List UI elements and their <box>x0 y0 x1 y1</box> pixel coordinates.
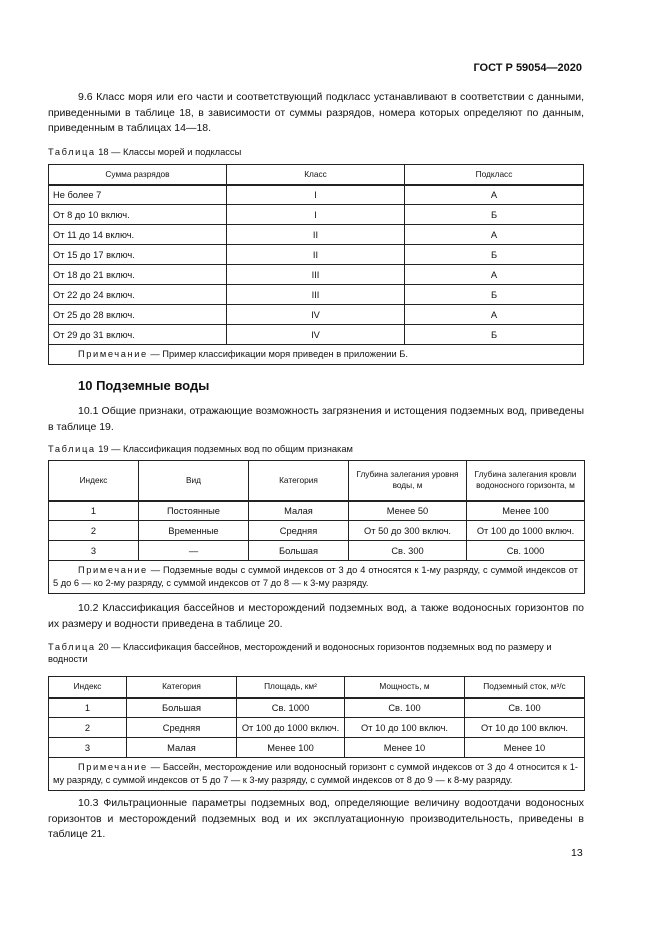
table-20-caption-label: Таблица <box>48 642 96 652</box>
table-cell: От 29 до 31 включ. <box>49 325 227 345</box>
note-label: Примечание <box>78 349 148 359</box>
table-cell: От 18 до 21 включ. <box>49 265 227 285</box>
paragraph-10-2: 10.2 Классификация бассейнов и месторождений подземных вод, а также водоносных горизонтов по их размеру и водности приведена в таблице 20. <box>48 602 584 630</box>
table-cell: II <box>227 245 405 265</box>
table-18 <box>48 164 584 365</box>
table-18-caption <box>48 146 588 158</box>
table-cell: Св. 1000 <box>237 698 345 718</box>
table-row <box>49 305 584 325</box>
table-18-note <box>49 345 584 365</box>
table-cell: Малая <box>249 501 349 521</box>
table-row <box>49 285 584 305</box>
table-20-header-row <box>49 677 585 698</box>
table-19-caption-text: 19 — Классификация подземных вод по общим признакам <box>98 444 353 454</box>
table-19 <box>48 460 585 594</box>
table-19-header-row <box>49 461 585 501</box>
table-cell: 3 <box>49 541 139 561</box>
paragraph-10-3: 10.3 Фильтрационные параметры подземных вод, определяющие величину водоотдачи водоносных горизонтов и месторождений подземных вод и их эксплуатационную производительность, приведены в таблице 21. <box>48 797 584 840</box>
table-cell: Малая <box>127 738 237 758</box>
table-20-header-cell: Подземный сток, м³/с <box>465 677 585 698</box>
table-cell: Св. 300 <box>349 541 467 561</box>
table-row <box>49 225 584 245</box>
table-cell: Менее 10 <box>465 738 585 758</box>
table-19-header-cell: Глубина залегания уровня воды, м <box>349 461 467 501</box>
table-row <box>49 738 585 758</box>
table-cell: Б <box>405 205 584 225</box>
table-row <box>49 245 584 265</box>
table-cell: Менее 10 <box>345 738 465 758</box>
table-19-header-cell: Вид <box>139 461 249 501</box>
table-cell: От 22 до 24 включ. <box>49 285 227 305</box>
table-19-header-cell: Глубина залегания кровли водоносного горизонта, м <box>467 461 585 501</box>
table-cell: III <box>227 265 405 285</box>
table-cell: IV <box>227 325 405 345</box>
table-19-note-row <box>49 561 585 594</box>
table-18-header-cell: Класс <box>227 165 405 185</box>
table-20-note <box>49 758 585 791</box>
table-cell: — <box>139 541 249 561</box>
table-cell: От 50 до 300 включ. <box>349 521 467 541</box>
table-cell: Св. 100 <box>465 698 585 718</box>
table-row <box>49 265 584 285</box>
table-row <box>49 185 584 205</box>
table-cell: 2 <box>49 718 127 738</box>
table-row <box>49 521 585 541</box>
table-cell: Не более 7 <box>49 185 227 205</box>
paragraph-10-1: 10.1 Общие признаки, отражающие возможность загрязнения и истощения подземных вод, приведены в таблице 19. <box>48 405 584 433</box>
table-cell: Св. 1000 <box>467 541 585 561</box>
table-cell: От 15 до 17 включ. <box>49 245 227 265</box>
table-row <box>49 501 585 521</box>
table-cell: Св. 100 <box>345 698 465 718</box>
table-cell: От 10 до 100 включ. <box>345 718 465 738</box>
table-cell: Временные <box>139 521 249 541</box>
table-cell: 3 <box>49 738 127 758</box>
table-row <box>49 718 585 738</box>
table-19-header-cell: Категория <box>249 461 349 501</box>
table-cell: Постоянные <box>139 501 249 521</box>
table-cell: От 100 до 1000 включ. <box>237 718 345 738</box>
table-cell: От 10 до 100 включ. <box>465 718 585 738</box>
table-20 <box>48 676 585 791</box>
table-cell: Менее 100 <box>237 738 345 758</box>
table-cell: Б <box>405 245 584 265</box>
table-18-note-row <box>49 345 584 365</box>
table-19-note <box>49 561 585 594</box>
table-20-caption-text: 20 — Классификация бассейнов, месторождений и водоносных горизонтов подземных вод по размеру и водности <box>48 642 552 664</box>
table-20-header-cell: Индекс <box>49 677 127 698</box>
table-18-caption-text: 18 — Классы морей и подклассы <box>98 147 242 157</box>
standard-number: ГОСТ Р 59054—2020 <box>473 62 582 74</box>
table-20-header-cell: Площадь, км² <box>237 677 345 698</box>
table-row <box>49 541 585 561</box>
table-20-note-row <box>49 758 585 791</box>
table-cell: От 25 до 28 включ. <box>49 305 227 325</box>
table-cell: Б <box>405 285 584 305</box>
table-18-header-row <box>49 165 584 185</box>
paragraph-9-6: 9.6 Класс моря или его части и соответствующий подкласс устанавливают в соответствии с данными, приведенными в таблице 18, в зависимости от суммы разрядов, номера которых определяют по данным, приведенным в таблицах 14—18. <box>48 91 584 134</box>
table-cell: II <box>227 225 405 245</box>
table-19-caption <box>48 443 588 455</box>
table-cell: От 11 до 14 включ. <box>49 225 227 245</box>
table-cell: I <box>227 185 405 205</box>
table-cell: 1 <box>49 698 127 718</box>
table-cell: Средняя <box>127 718 237 738</box>
table-row <box>49 205 584 225</box>
table-cell: А <box>405 225 584 245</box>
table-cell: Менее 100 <box>467 501 585 521</box>
table-cell: Большая <box>249 541 349 561</box>
table-20-caption <box>48 641 588 665</box>
table-19-caption-label: Таблица <box>48 444 96 454</box>
section-10-title: 10 Подземные воды <box>78 378 210 393</box>
table-cell: А <box>405 305 584 325</box>
table-cell: От 100 до 1000 включ. <box>467 521 585 541</box>
table-20-header-cell: Мощность, м <box>345 677 465 698</box>
note-label: Примечание <box>78 565 148 575</box>
note-text: — Бассейн, месторождение или водоносный горизонт с суммой индексов от 3 до 4 относится к 1-му разряду, с суммой индексов от 5 до 7 — к 3-му разряду, с суммой индексов от 8 до 9 — к 8-му разряду. <box>53 762 578 785</box>
table-18-caption-label: Таблица <box>48 147 96 157</box>
note-label: Примечание <box>78 762 148 772</box>
table-cell: А <box>405 265 584 285</box>
table-cell: Менее 50 <box>349 501 467 521</box>
note-text: — Пример классификации моря приведен в приложении Б. <box>147 349 408 359</box>
note-text: — Подземные воды с суммой индексов от 3 до 4 относятся к 1-му разряду, с суммой индексов от 5 до 6 — ко 2-му разряду, с суммой индексов от 7 до 8 — к 3-му разряду. <box>53 565 578 588</box>
table-cell: IV <box>227 305 405 325</box>
table-20-header-cell: Категория <box>127 677 237 698</box>
table-row <box>49 698 585 718</box>
table-cell: От 8 до 10 включ. <box>49 205 227 225</box>
table-cell: Б <box>405 325 584 345</box>
table-cell: 2 <box>49 521 139 541</box>
table-cell: А <box>405 185 584 205</box>
table-18-header-cell: Сумма разрядов <box>49 165 227 185</box>
table-cell: III <box>227 285 405 305</box>
page-number: 13 <box>571 847 583 859</box>
table-row <box>49 325 584 345</box>
table-cell: I <box>227 205 405 225</box>
table-cell: Большая <box>127 698 237 718</box>
table-18-header-cell: Подкласс <box>405 165 584 185</box>
table-cell: Средняя <box>249 521 349 541</box>
table-19-header-cell: Индекс <box>49 461 139 501</box>
table-cell: 1 <box>49 501 139 521</box>
